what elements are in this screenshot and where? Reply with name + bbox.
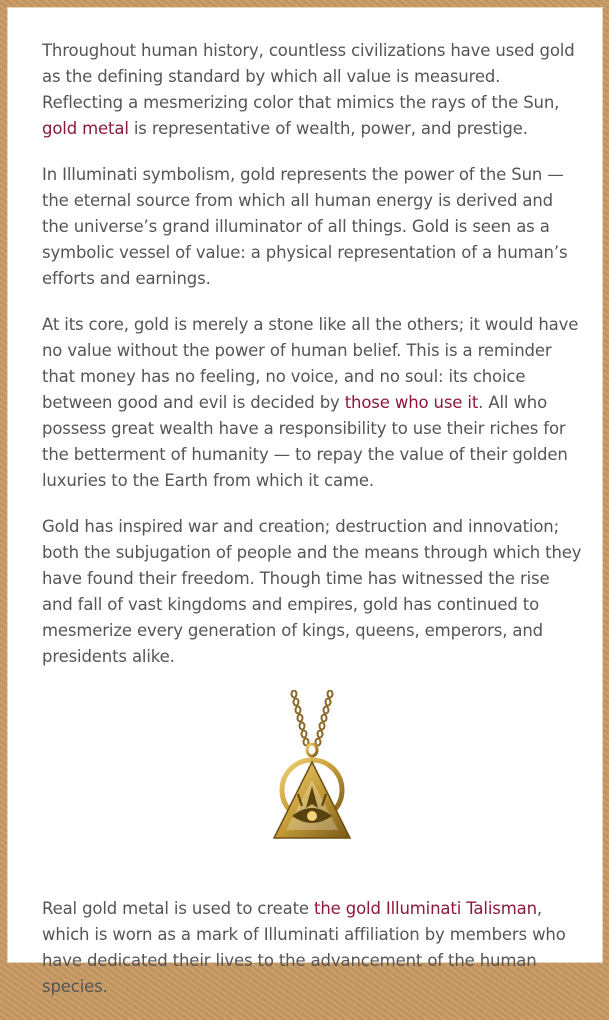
talisman-image bbox=[42, 690, 582, 850]
paragraph-text: is representative of wealth, power, and prestige. bbox=[128, 119, 528, 138]
gold-illuminati-talisman-link[interactable]: the gold Illuminati Talisman bbox=[314, 899, 537, 918]
paragraph-gold-history bbox=[42, 38, 582, 142]
article-body bbox=[42, 38, 582, 1020]
paragraph-gold-inspired bbox=[42, 514, 582, 670]
paragraph-text: . All who possess great wealth have a responsibility to use their riches for the betterment of humanity — to repay the value of their golden luxuries to the Earth from which it came. bbox=[42, 393, 568, 490]
those-who-use-it-link[interactable]: those who use it bbox=[344, 393, 479, 412]
paragraph-text: Throughout human history, countless civilizations have used gold as the defining standard by which all value is measured. Reflecting a mesmerizing color that mimics the rays of the Sun, bbox=[42, 41, 575, 112]
paragraph-text: , which is worn as a mark of Illuminati affiliation by members who have dedicated their lives to the advancement of the human species. bbox=[42, 899, 566, 996]
gold-metal-link[interactable]: gold metal bbox=[42, 119, 129, 138]
paragraph-text: At its core, gold is merely a stone like all the others; it would have no value without the power of human belief. This is a reminder that money has no feeling, no voice, and no soul: its choice between good and evil is decided by bbox=[42, 315, 579, 412]
talisman-pendant-icon bbox=[252, 690, 372, 850]
paragraph-gold-core bbox=[42, 312, 582, 494]
paragraph-text: In Illuminati symbolism, gold represents the power of the Sun — the eternal source from which all human energy is derived and the universe’s grand illuminator of all things. Gold is seen as a symbolic vessel of value: a physical representation of a human’s efforts and earnings. bbox=[42, 165, 568, 288]
paragraph-talisman bbox=[42, 896, 582, 1000]
paragraph-text: Real gold metal is used to create bbox=[42, 899, 315, 918]
paragraph-text: Gold has inspired war and creation; destruction and innovation; both the subjugation of people and the means through which they have found their freedom. Though time has witnessed the rise and fall of vast kingdoms and empires, gold has continued to mesmerize every generation of kings, queens, emperors, and presidents alike. bbox=[42, 517, 582, 666]
content-card bbox=[7, 7, 603, 996]
paragraph-illuminati-symbolism bbox=[42, 162, 582, 292]
